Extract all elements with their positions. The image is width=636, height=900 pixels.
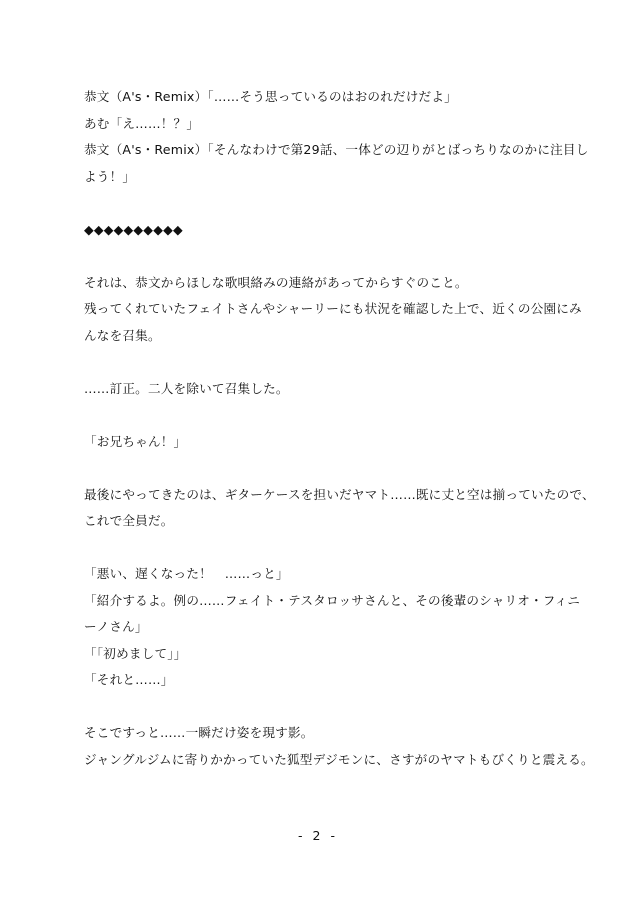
text-line: 「お兄ちゃん！」 bbox=[84, 433, 187, 449]
text-line: これで全員だ。 bbox=[84, 513, 174, 529]
text-line: 「それと……」 bbox=[84, 672, 174, 688]
section-divider: ◆◆◆◆◆◆◆◆◆◆ bbox=[84, 221, 183, 237]
text-line: 「「初めまして」」 bbox=[84, 645, 187, 661]
text-line: ーノさん」 bbox=[84, 619, 148, 635]
text-line: 残ってくれていたフェイトさんやシャーリーにも状況を確認した上で、近くの公園にみ bbox=[84, 301, 582, 317]
text-line: あむ「え……！？」 bbox=[84, 115, 200, 131]
text-line: 「紹介するよ。例の……フェイト・テスタロッサさんと、その後輩のシャリオ・フィニ bbox=[84, 592, 581, 608]
text-line: よう！」 bbox=[84, 168, 136, 184]
text-line: 「悪い、遅くなった！ ……っと」 bbox=[84, 566, 289, 581]
text-line: ……訂正。二人を除いて召集した。 bbox=[84, 380, 289, 396]
text-line: 恭文（A's・Remix）「……そう思っているのはおのれだけだよ」 bbox=[84, 89, 457, 104]
text-line: んなを召集。 bbox=[84, 327, 161, 343]
text-line: 恭文（A's・Remix）「そんなわけで第29話、一体どの辺りがとばっちりなのかに注目し bbox=[84, 142, 589, 158]
text-line: それは、恭文からほしな歌唄絡みの連絡があってからすぐのこと。 bbox=[84, 274, 468, 290]
text-line: ジャングルジムに寄りかかっていた狐型デジモンに、さすがのヤマトもびくりと震える。 bbox=[84, 751, 594, 767]
text-line: 最後にやってきたのは、ギターケースを担いだヤマト……既に丈と空は揃っていたので、 bbox=[84, 486, 595, 502]
text-line: そこですっと……一瞬だけ姿を現す影。 bbox=[84, 725, 314, 741]
page-number: - 2 - bbox=[298, 828, 338, 843]
